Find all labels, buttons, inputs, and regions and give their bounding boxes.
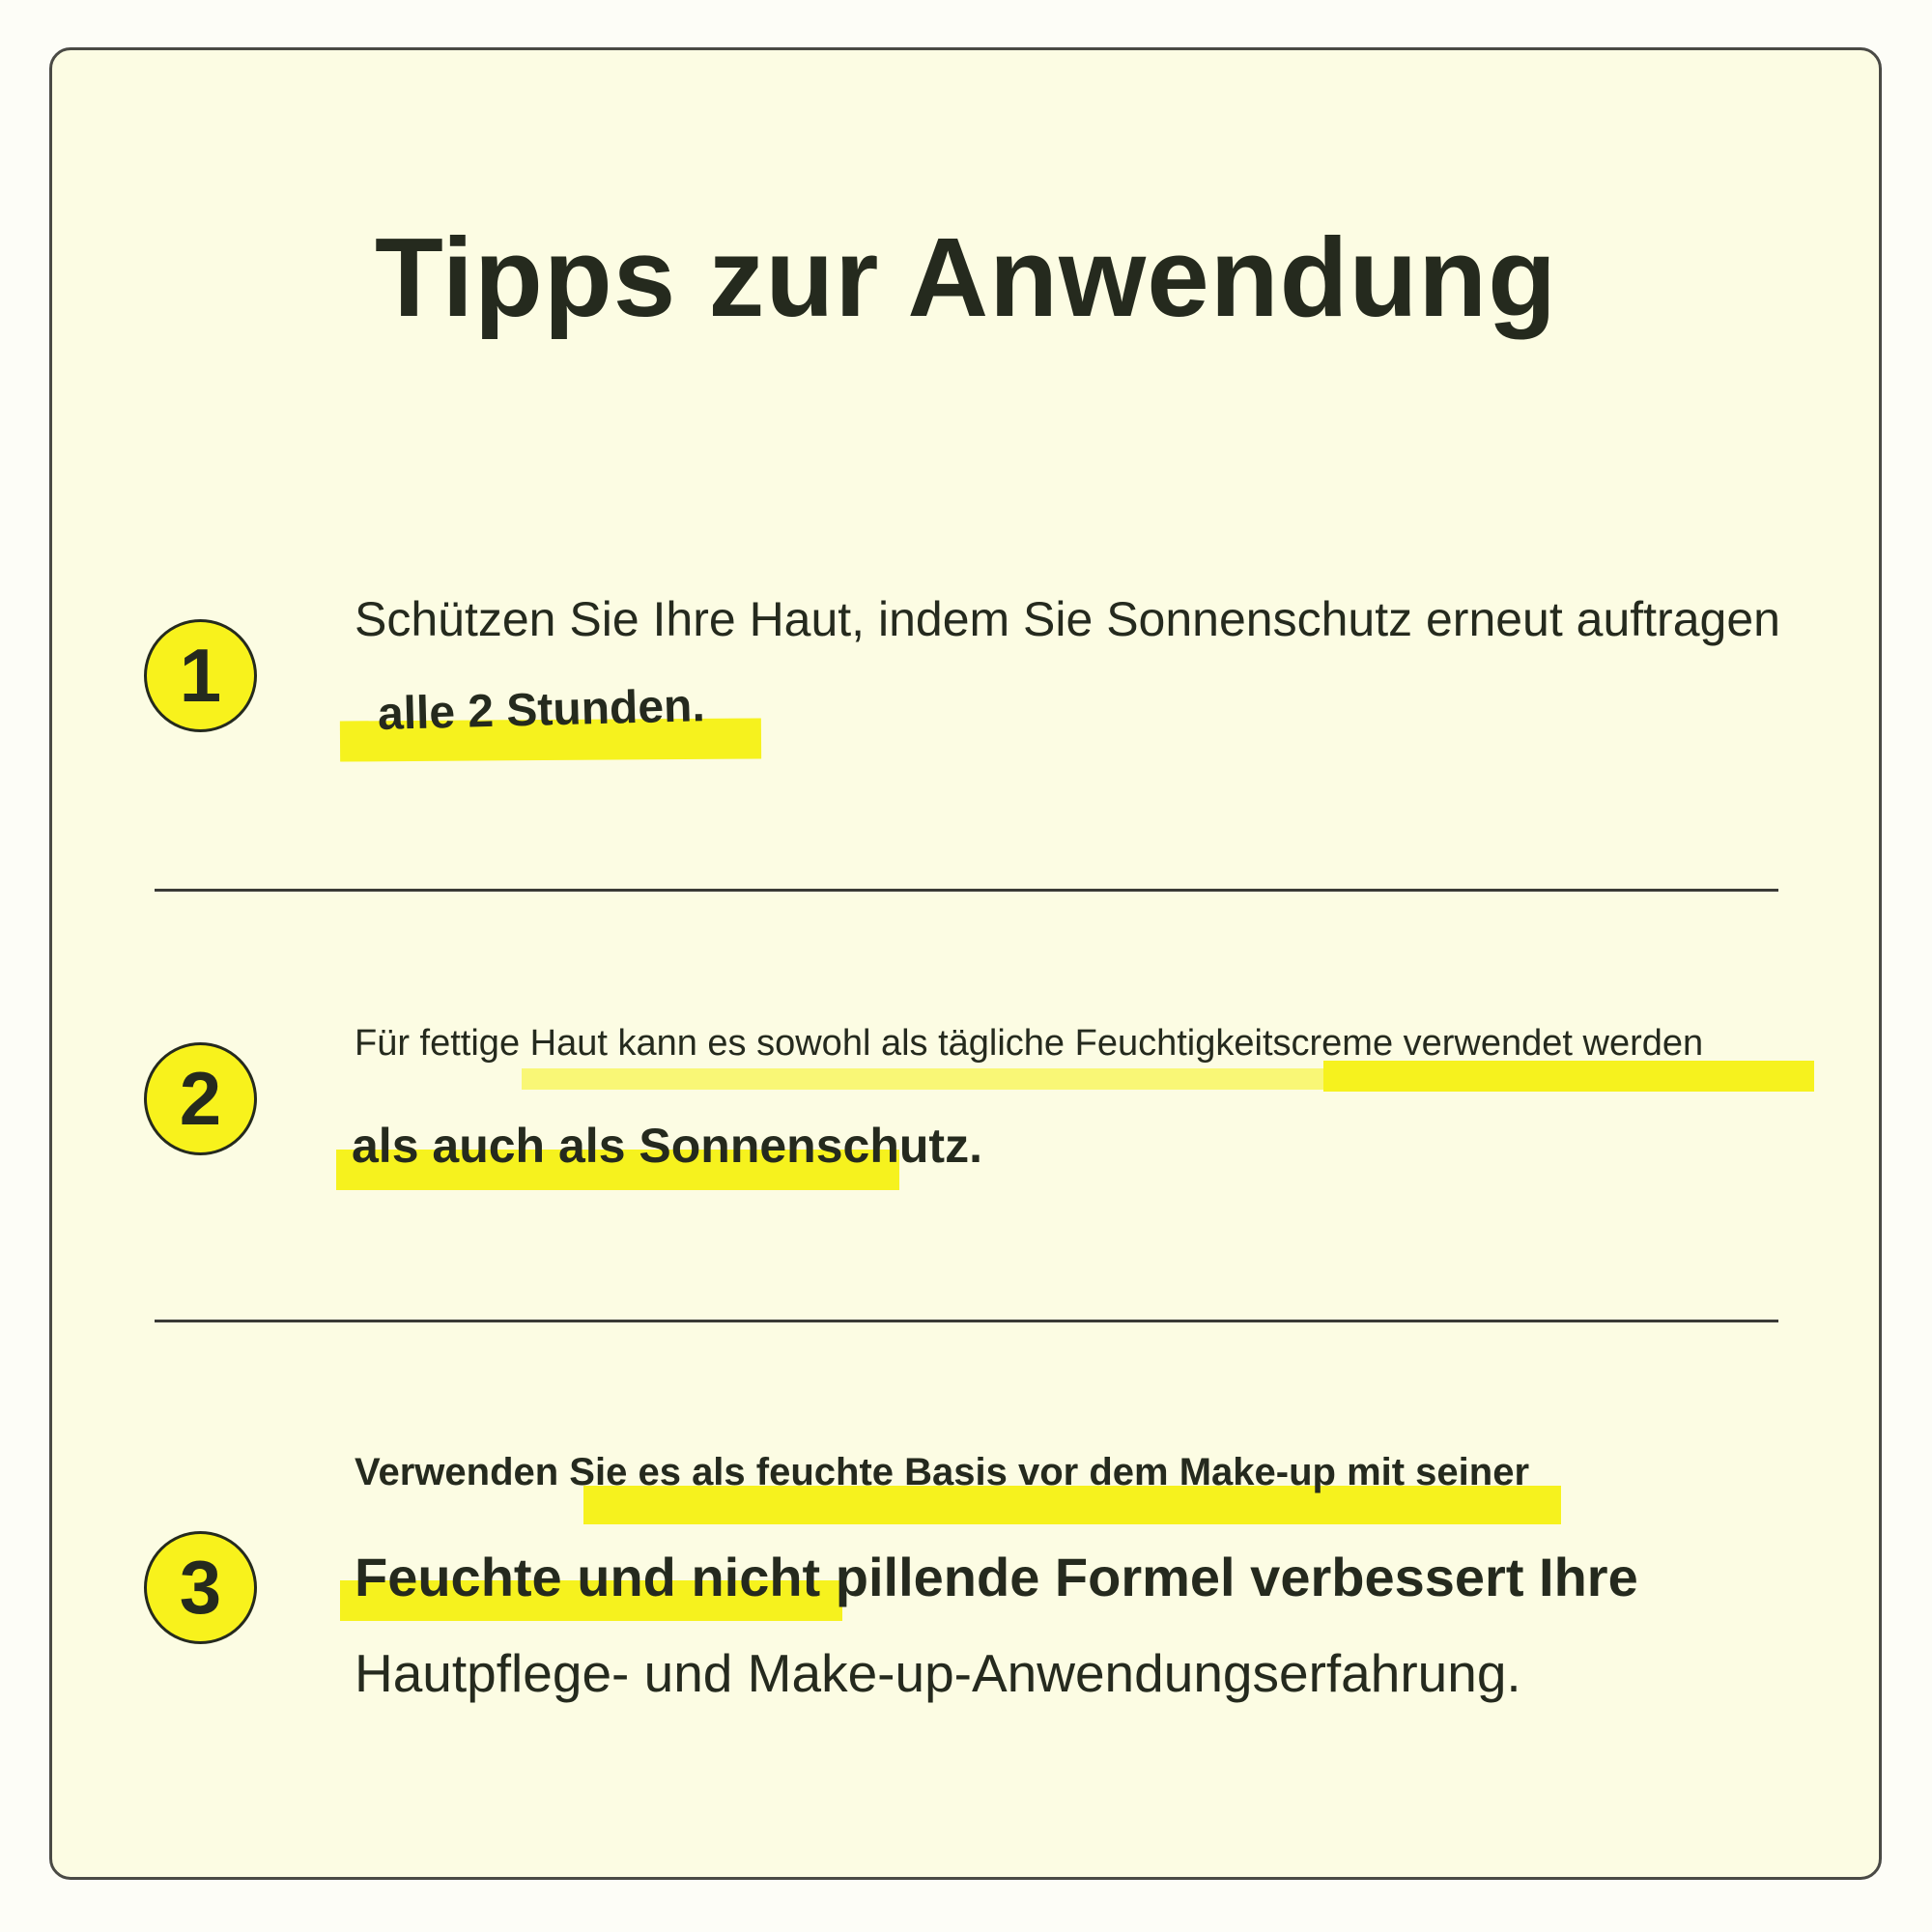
divider-1	[155, 889, 1778, 892]
step-number-3-badge: 3	[144, 1531, 257, 1644]
tip-3-text-line-1: Verwenden Sie es als feuchte Basis vor dem Make-up mit seiner	[355, 1451, 1530, 1493]
step-number-2-badge: 2	[144, 1042, 257, 1155]
tip-2-highlight-1	[1323, 1061, 1814, 1092]
tip-2-highlight-faint	[522, 1068, 1323, 1090]
divider-2	[155, 1320, 1778, 1322]
page-title: Tipps zur Anwendung	[374, 214, 1558, 340]
tip-3-text-line-3: Hautpflege- und Make-up-Anwendungserfahrung.	[355, 1643, 1521, 1703]
step-number-1-badge: 1	[144, 619, 257, 732]
tip-3-text-line-2: Feuchte und nicht pillende Formel verbessert Ihre	[355, 1547, 1638, 1607]
tip-2-text-line-2: als auch als Sonnenschutz.	[352, 1119, 982, 1173]
tip-2-text-line-1: Für fettige Haut kann es sowohl als tägliche Feuchtigkeitscreme verwendet werden	[355, 1023, 1704, 1064]
tip-1-text-line-2: alle 2 Stunden.	[377, 680, 706, 740]
tip-1-text-line-1: Schützen Sie Ihre Haut, indem Sie Sonnenschutz erneut auftragen	[355, 592, 1780, 646]
